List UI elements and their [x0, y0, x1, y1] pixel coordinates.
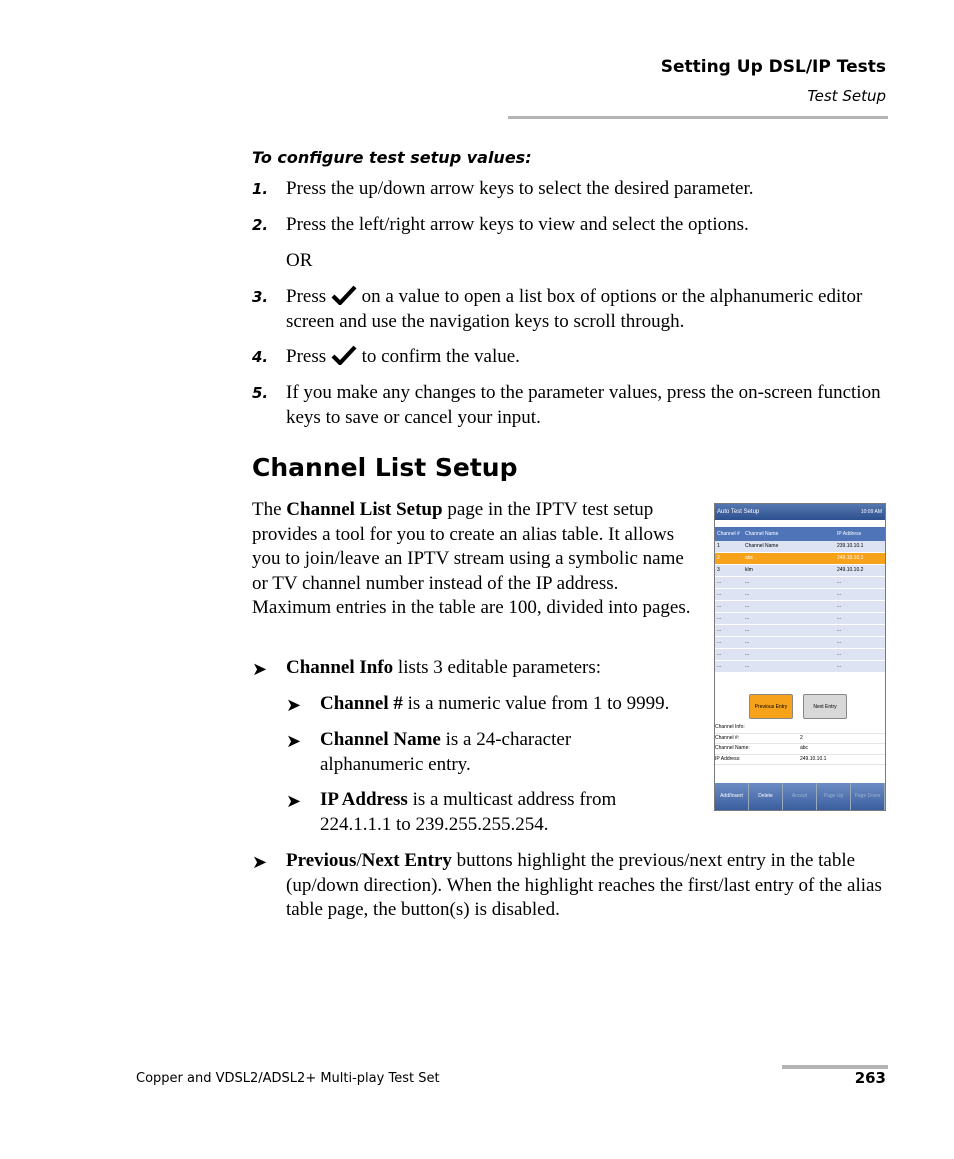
step-number: 5.	[252, 384, 269, 402]
previous-entry-button[interactable]: Previous Entry	[749, 694, 793, 719]
accept-button[interactable]: Accept	[783, 783, 817, 810]
step-number: 2.	[252, 216, 269, 234]
table-cell: 3	[717, 567, 720, 573]
table-cell: ...	[717, 627, 722, 633]
bullet-bold: Previous	[286, 850, 357, 871]
table-cell: ...	[837, 663, 842, 669]
table-cell: ...	[837, 579, 842, 585]
bullet-arrow-icon: ➤	[286, 695, 302, 715]
table-row[interactable]	[715, 613, 885, 625]
bullet-bold: Channel Info	[286, 657, 394, 678]
info-value: 2	[800, 734, 803, 741]
table-cell: ...	[837, 651, 842, 657]
step-3	[252, 285, 892, 334]
channel-info-panel	[715, 723, 885, 765]
intro-pre: The	[252, 499, 287, 520]
step-text-after: to confirm the value.	[361, 346, 520, 367]
step-text: If you make any changes to the parameter values, press the on-screen function keys to save or cancel your input.	[286, 382, 881, 428]
step-number: 1.	[252, 180, 269, 198]
table-cell: ...	[717, 615, 722, 621]
bullet-text: buttons highlight the previous/next entry in the table (up/down direction). When the highlight reaches the first/last entry of the alias table page, the button(s) is disabled.	[286, 850, 882, 920]
intro-paragraph	[252, 498, 702, 621]
table-row[interactable]	[715, 577, 885, 589]
info-line	[715, 734, 885, 745]
table-cell: Channel Name	[745, 543, 779, 549]
delete-button[interactable]: Delete	[749, 783, 783, 810]
intro-bold: Channel List Setup	[286, 499, 443, 520]
info-label: IP Address:	[715, 755, 741, 762]
column-header: Channel Name	[745, 531, 779, 537]
bullet-text: is a multicast address from 224.1.1.1 to 239.255.255.254.	[320, 789, 617, 835]
table-row[interactable]	[715, 625, 885, 637]
step-4	[252, 345, 892, 370]
table-cell: ...	[745, 639, 750, 645]
step-1	[252, 177, 892, 202]
bullet-text: is a 24-character alphanumeric entry.	[320, 729, 572, 775]
table-cell: ...	[717, 579, 722, 585]
section-heading: Channel List Setup	[252, 453, 518, 482]
step-5	[252, 381, 892, 430]
table-row[interactable]	[715, 661, 885, 673]
bullet-ip-address	[286, 788, 686, 837]
next-entry-button[interactable]: Next Entry	[803, 694, 847, 719]
device-screenshot	[714, 503, 886, 811]
info-label: Channel Name:	[715, 745, 750, 751]
info-label: Channel Info:	[715, 724, 745, 730]
table-cell: 2	[717, 555, 720, 561]
table-cell: ...	[837, 603, 842, 609]
bullet-prev-next	[252, 849, 882, 923]
table-row[interactable]	[715, 589, 885, 601]
table-cell: klm	[745, 567, 753, 573]
bullet-arrow-icon: ➤	[286, 791, 302, 811]
table-cell: ...	[745, 663, 750, 669]
table-cell: ...	[837, 591, 842, 597]
table-cell: ...	[717, 663, 722, 669]
bullet-bold: Next Entry	[361, 850, 452, 871]
step-text	[286, 345, 892, 370]
table-row[interactable]	[715, 637, 885, 649]
bullet-text: is a numeric value from 1 to 9999.	[402, 693, 670, 714]
table-header	[715, 527, 885, 541]
step-text-before: Press	[286, 346, 327, 367]
step-number: 3.	[252, 288, 269, 306]
bullet-channel-name	[286, 728, 646, 777]
page-number: 263	[854, 1069, 886, 1087]
screen-title: Auto Test Setup	[717, 509, 760, 515]
table-row[interactable]	[715, 601, 885, 613]
checkmark-icon	[331, 345, 357, 365]
page-up-button[interactable]: Page Up	[817, 783, 851, 810]
bullet-arrow-icon: ➤	[252, 659, 268, 679]
step-text: Press the up/down arrow keys to select the desired parameter.	[286, 178, 754, 199]
bullet-text: lists 3 editable parameters:	[393, 657, 602, 678]
bullet-bold: Channel Name	[320, 729, 441, 750]
table-cell: ...	[745, 579, 750, 585]
table-cell: ...	[745, 615, 750, 621]
or-text: OR	[286, 250, 313, 271]
bullet-bold: IP Address	[320, 789, 408, 810]
table-cell: ...	[717, 591, 722, 597]
step-text: Press the left/right arrow keys to view and select the options.	[286, 214, 749, 235]
table-row[interactable]	[715, 565, 885, 577]
column-header: IP Address	[837, 531, 862, 537]
section-subtitle: Test Setup	[807, 87, 886, 105]
page-down-button[interactable]: Page Down	[851, 783, 885, 810]
bullet-channel-number	[286, 692, 711, 717]
info-label: Channel #:	[715, 734, 740, 741]
bullet-arrow-icon: ➤	[286, 731, 302, 751]
column-header: Channel #	[717, 531, 740, 537]
table-cell: 1	[717, 543, 720, 549]
step-number: 4.	[252, 348, 269, 366]
table-cell: abc	[745, 555, 754, 561]
intro-post: page in the IPTV test setup provides a tool for you to create an alias table. It allows you to join/leave an IPTV stream using a symbolic name or TV channel number instead of the IP address. Maximum entries in the table are 100, divided into pages.	[252, 499, 691, 619]
step-text-after: on a value to open a list box of options or the alphanumeric editor screen and use the navigation keys to scroll through.	[286, 286, 863, 332]
table-row[interactable]	[715, 553, 885, 565]
table-cell: ...	[837, 627, 842, 633]
footer-product: Copper and VDSL2/ADSL2+ Multi-play Test Set	[136, 1071, 440, 1086]
step-text-before: Press	[286, 286, 327, 307]
screen-clock: 10:09 AM	[860, 509, 882, 515]
table-cell: ...	[745, 603, 750, 609]
table-cell: 239.10.10.1	[837, 543, 864, 549]
info-value: abc	[800, 745, 809, 751]
table-cell: ...	[745, 651, 750, 657]
table-cell: 249.10.10.2	[837, 567, 864, 573]
info-value: 249.10.10.1	[800, 755, 827, 762]
checkmark-icon	[331, 285, 357, 305]
info-line	[715, 755, 885, 766]
step-text	[286, 285, 892, 334]
function-key-bar	[715, 783, 885, 810]
bullet-sep: /	[356, 850, 362, 871]
table-cell: ...	[837, 639, 842, 645]
table-cell: ...	[837, 615, 842, 621]
bullet-channel-info	[252, 656, 712, 681]
table-cell: 249.10.10.1	[837, 555, 864, 561]
add-insert-button[interactable]: Add/Insert	[715, 783, 749, 810]
header-divider	[508, 116, 888, 119]
bullet-bold: Channel #	[320, 693, 403, 714]
info-line	[715, 744, 885, 755]
info-line	[715, 723, 885, 734]
channel-table	[715, 527, 885, 673]
table-cell: ...	[717, 639, 722, 645]
chapter-title: Setting Up DSL/IP Tests	[660, 57, 886, 77]
table-cell: ...	[745, 591, 750, 597]
table-cell: ...	[717, 651, 722, 657]
table-row[interactable]	[715, 649, 885, 661]
table-cell: ...	[745, 627, 750, 633]
table-row[interactable]	[715, 541, 885, 553]
step-2	[252, 213, 892, 238]
screen-titlebar	[715, 504, 885, 520]
procedure-title: To configure test setup values:	[252, 148, 532, 167]
table-cell: ...	[717, 603, 722, 609]
bullet-arrow-icon: ➤	[252, 852, 268, 872]
